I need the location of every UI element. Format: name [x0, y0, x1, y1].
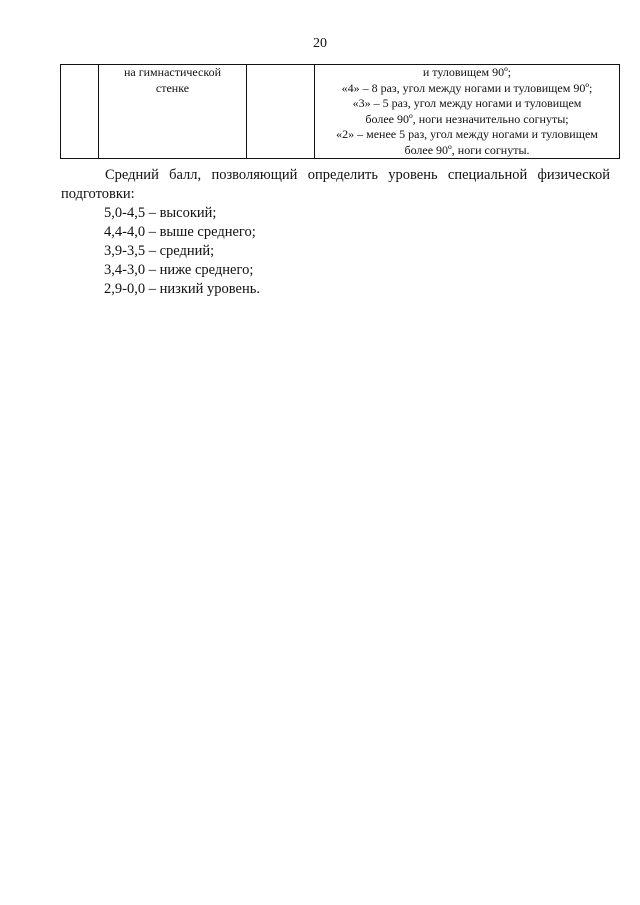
- list-item: 2,9-0,0 – низкий уровень.: [104, 281, 260, 297]
- list-item: 3,9-3,5 – средний;: [104, 243, 215, 259]
- criteria-line: «3» – 5 раз, угол между ногами и туловищем: [352, 96, 582, 110]
- list-item: 3,4-3,0 – ниже среднего;: [104, 262, 254, 278]
- table-row: [61, 65, 620, 159]
- criteria-line: «2» – менее 5 раз, угол между ногами и туловищем: [336, 127, 598, 141]
- exercise-line: стенке: [155, 80, 190, 95]
- intro-line-1: Средний балл, позволяющий определить уровень специальной физической: [105, 167, 610, 183]
- criteria-line: более 90º, ноги незначительно согнуты;: [365, 111, 569, 126]
- list-item: 4,4-4,0 – выше среднего;: [104, 224, 256, 240]
- table-cell-empty: [247, 65, 315, 159]
- page-number: 20: [313, 36, 327, 51]
- table-cell-number: [61, 65, 99, 159]
- intro-line-2: подготовки:: [61, 186, 135, 202]
- criteria-line: более 90º, ноги согнуты.: [404, 142, 530, 157]
- list-item: 5,0-4,5 – высокий;: [104, 205, 217, 221]
- criteria-line: «4» – 8 раз, угол между ногами и туловищем 90º;: [341, 80, 593, 95]
- exercise-line: на гимнастической: [123, 65, 222, 79]
- levels-list: [61, 204, 610, 299]
- norms-table: [60, 64, 620, 159]
- table-cell-exercise: [99, 65, 247, 159]
- body-text: [61, 166, 610, 299]
- table-cell-criteria: [315, 65, 620, 159]
- intro-paragraph: [61, 166, 610, 204]
- criteria-line: и туловищем 90º;: [422, 65, 512, 79]
